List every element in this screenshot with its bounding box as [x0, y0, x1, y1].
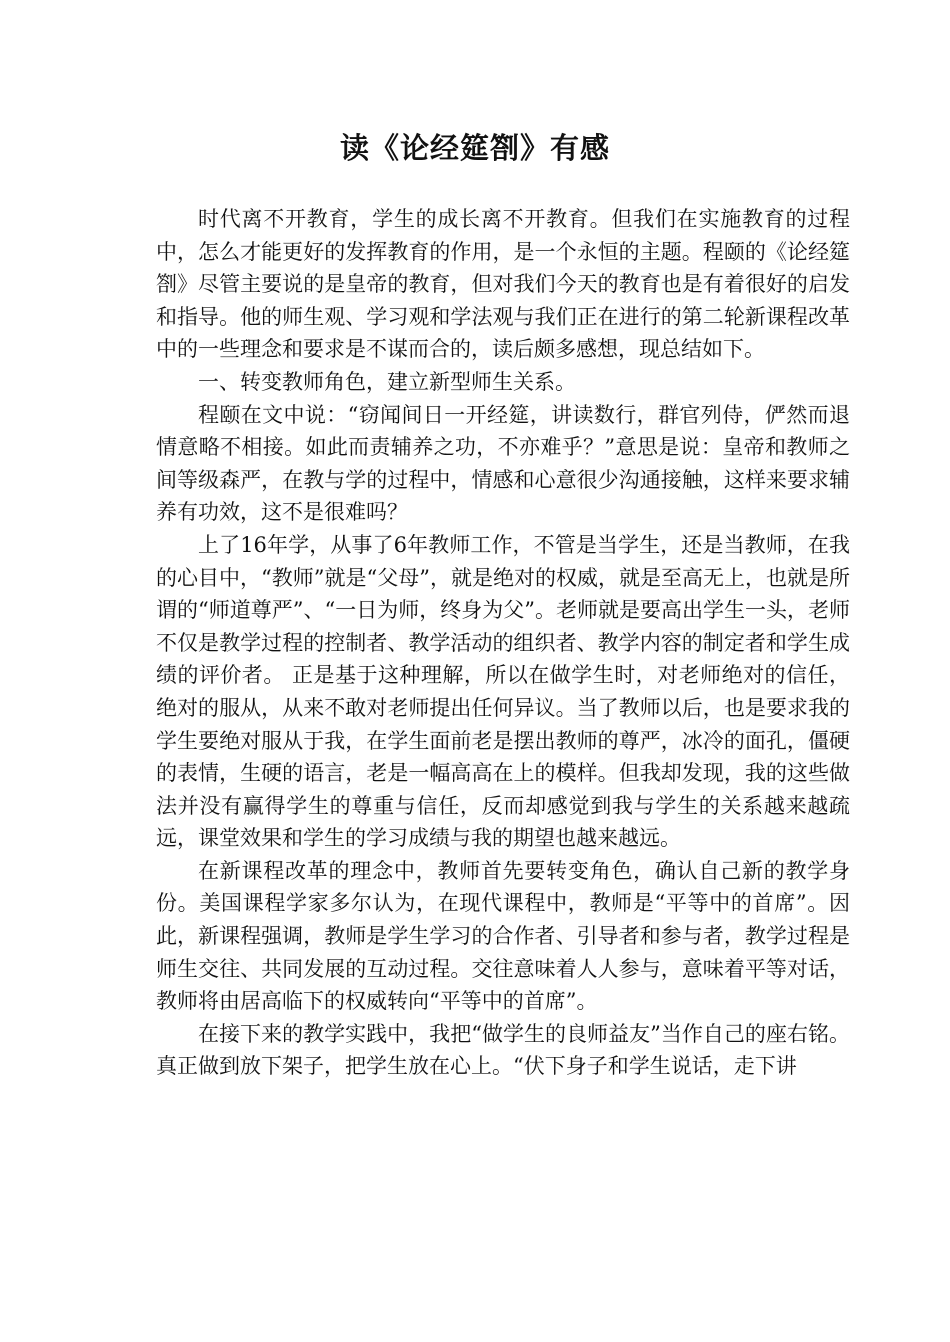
paragraph-new-curriculum: 在新课程改革的理念中，教师首先要转变角色，确认自己新的教学身份。美国课程学家多尔认为，在现代课程中，教师是“平等中的首席”。因此，新课程强调，教师是学生学习的合作者、引导者和参与者，教学过程是师生交往、共同发展的互动过程。交往意味着人人参与，意味着平等对话，教师将由居高临下的权威转向“平等中的首席”。: [156, 858, 850, 1014]
document-body: [156, 203, 850, 1083]
paragraph-quote: 程颐在文中说：“窃闻间日一开经筵，讲读数行，群官列侍，俨然而退情意略不相接。如此而责辅养之功，不亦难乎？”意思是说：皇帝和教师之间等级森严，在教与学的过程中，情感和心意很少沟通接触，这样来要求辅养有功效，这不是很难吗？: [156, 402, 850, 525]
paragraph-practice: 在接下来的教学实践中，我把“做学生的良师益友”当作自己的座右铭。真正做到放下架子，把学生放在心上。“伏下身子和学生说话，走下讲: [156, 1021, 850, 1079]
paragraph-experience: 上了16年学，从事了6年教师工作，不管是当学生，还是当教师，在我的心目中，“教师”就是“父母”，就是绝对的权威，就是至高无上，也就是所谓的“师道尊严”、“一日为师，终身为父”。老师就是要高出学生一头，老师不仅是教学过程的控制者、教学活动的组织者、教学内容的制定者和学生成绩的评价者。 正是基于这种理解，所以在做学生时，对老师绝对的信任，绝对的服从，从来不敢对老师提出任何异议。当了教师以后，也是要求我的学生要绝对服从于我，在学生面前老是摆出教师的尊严，冰冷的面孔，僵硬的表情，生硬的语言，老是一幅高高在上的模样。但我却发现，我的这些做法并没有赢得学生的尊重与信任，反而却感觉到我与学生的关系越来越疏远，课堂效果和学生的学习成绩与我的期望也越来越远。: [156, 532, 850, 851]
paragraph-intro: 时代离不开教育，学生的成长离不开教育。但我们在实施教育的过程中，怎么才能更好的发挥教育的作用，是一个永恒的主题。程颐的《论经筵劄》尽管主要说的是皇帝的教育，但对我们今天的教育也是有着很好的启发和指导。他的师生观、学习观和学法观与我们正在进行的第二轮新课程改革中的一些理念和要求是不谋而合的，读后颇多感想，现总结如下。: [156, 207, 850, 362]
paragraph-section-heading: 一、转变教师角色，建立新型师生关系。: [198, 369, 576, 394]
document-title: 读《论经筵劄》有感: [339, 131, 610, 165]
